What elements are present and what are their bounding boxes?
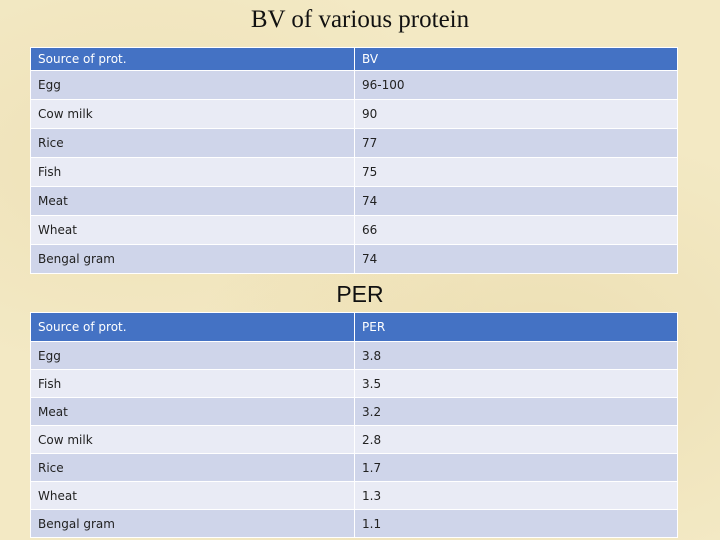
table-row <box>31 426 678 454</box>
table-row <box>31 370 678 398</box>
table-cell: 96-100 <box>355 71 678 100</box>
page-title: BV of various protein <box>250 6 470 33</box>
table-cell: Bengal gram <box>31 245 355 274</box>
table-row <box>31 510 678 538</box>
table-cell: 3.8 <box>355 342 678 370</box>
table-cell: Egg <box>31 342 355 370</box>
table-cell: Cow milk <box>31 100 355 129</box>
table-row <box>31 187 678 216</box>
table-cell: 1.7 <box>355 454 678 482</box>
table-cell: Meat <box>31 398 355 426</box>
table-cell: 66 <box>355 216 678 245</box>
table-cell: Wheat <box>31 216 355 245</box>
table-row <box>31 482 678 510</box>
column-header: BV <box>355 48 678 71</box>
table-cell: 75 <box>355 158 678 187</box>
table-row <box>31 398 678 426</box>
table-cell: Fish <box>31 158 355 187</box>
column-header: PER <box>355 313 678 342</box>
table-row <box>31 71 678 100</box>
table-cell: Meat <box>31 187 355 216</box>
column-header: Source of prot. <box>31 313 355 342</box>
table-cell: Egg <box>31 71 355 100</box>
table-cell: Bengal gram <box>31 510 355 538</box>
table-cell: 1.3 <box>355 482 678 510</box>
table-cell: 90 <box>355 100 678 129</box>
table-row <box>31 158 678 187</box>
table-cell: Rice <box>31 454 355 482</box>
section-title: PER <box>336 281 384 307</box>
table-row <box>31 216 678 245</box>
table-cell: 3.5 <box>355 370 678 398</box>
table-row <box>31 129 678 158</box>
table-cell: Rice <box>31 129 355 158</box>
table-cell: 74 <box>355 245 678 274</box>
table-row <box>31 454 678 482</box>
table-row <box>31 342 678 370</box>
table-cell: Wheat <box>31 482 355 510</box>
table-header-row <box>31 313 678 342</box>
table-row <box>31 245 678 274</box>
table-cell: 1.1 <box>355 510 678 538</box>
table-row <box>31 100 678 129</box>
per-table <box>30 312 678 538</box>
bv-table <box>30 47 678 274</box>
table-cell: Cow milk <box>31 426 355 454</box>
table-header-row <box>31 48 678 71</box>
table-cell: Fish <box>31 370 355 398</box>
column-header: Source of prot. <box>31 48 355 71</box>
table-cell: 2.8 <box>355 426 678 454</box>
table-cell: 74 <box>355 187 678 216</box>
table-cell: 3.2 <box>355 398 678 426</box>
table-cell: 77 <box>355 129 678 158</box>
